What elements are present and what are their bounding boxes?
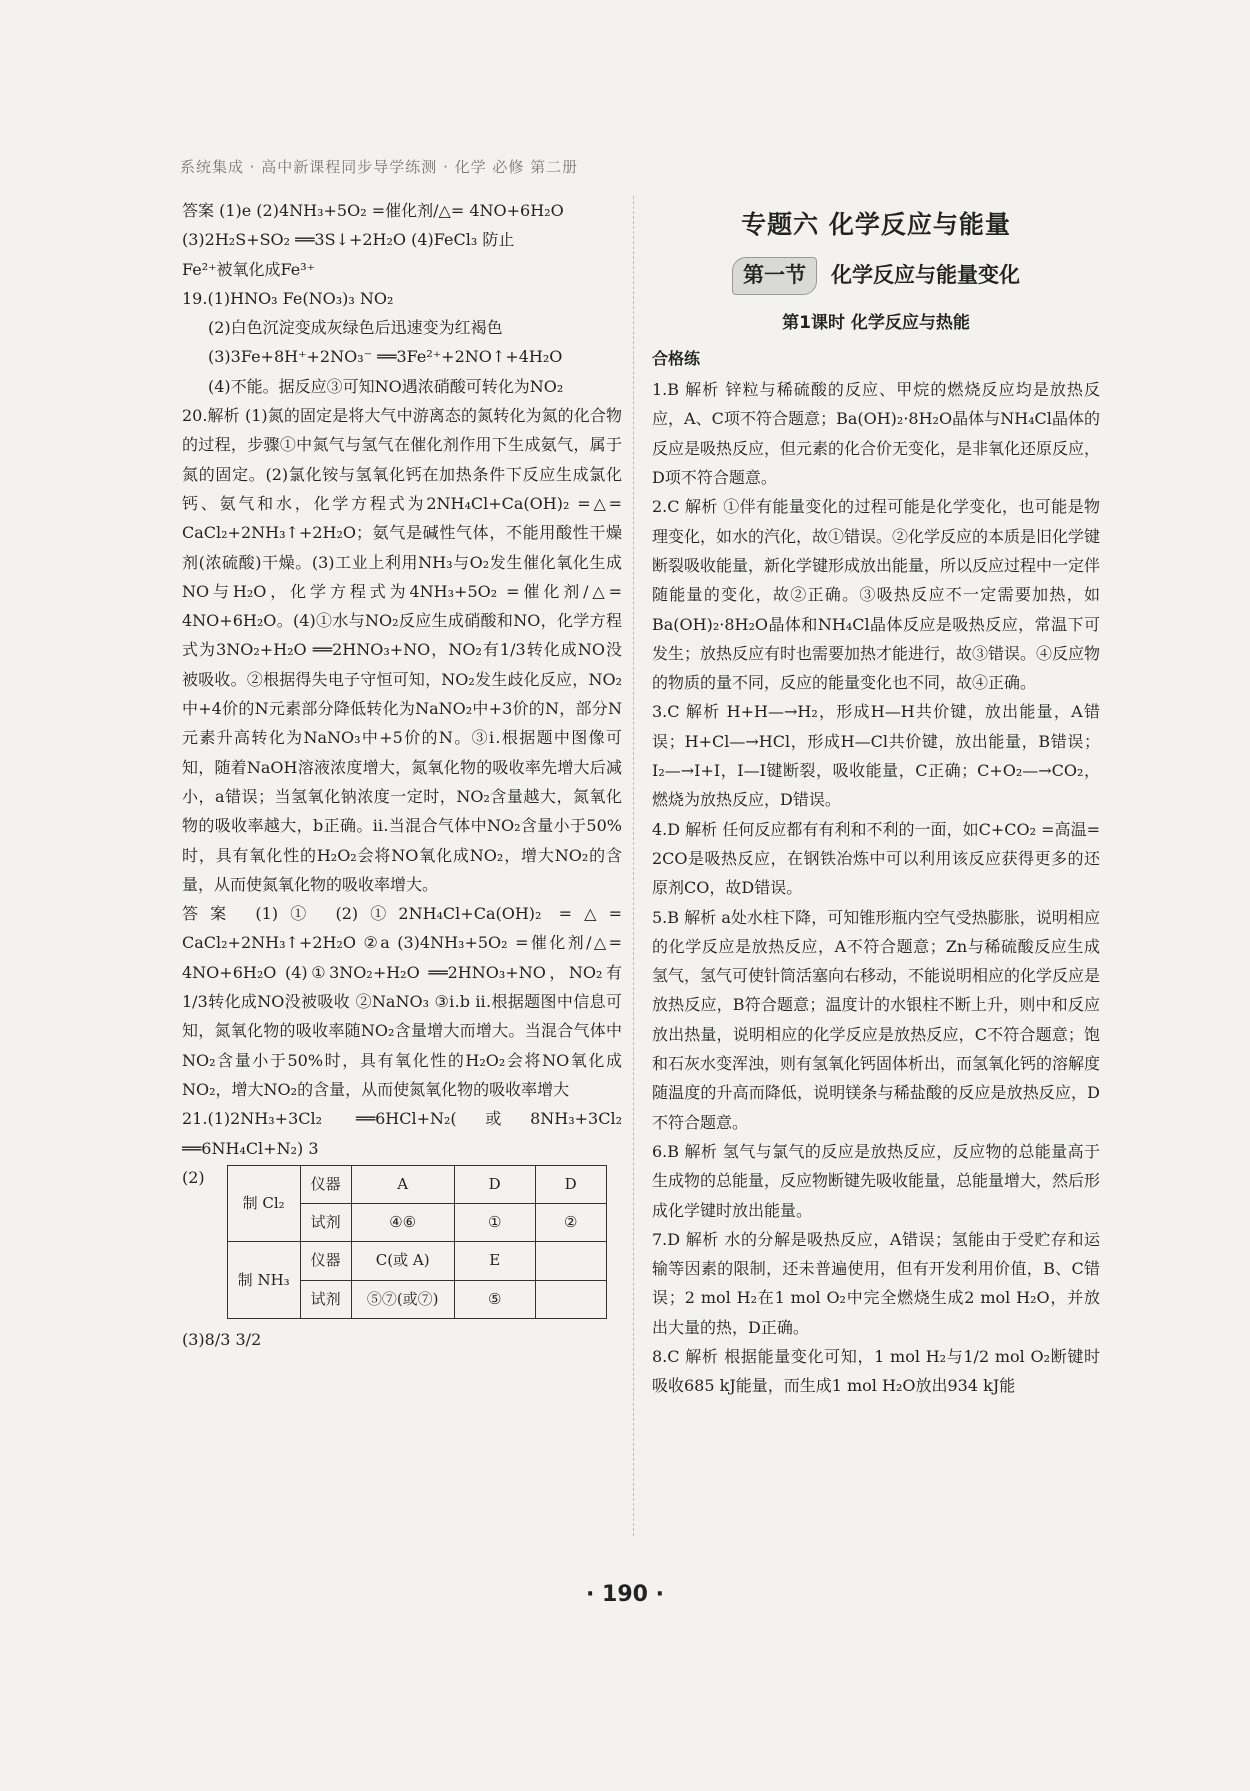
lesson-title: 第1课时 化学反应与热能: [782, 312, 970, 333]
question-20-analysis: 20.解析 (1)氮的固定是将大气中游离态的氮转化为氮的化合物的过程，步骤①中氮气与氢气在催化剂作用下生成氨气，属于氮的固定。(2)氯化铵与氢氧化钙在加热条件下反应生成氯化钙、氨气和水，化学方程式为2NH₄Cl+Ca(OH)₂ =△= CaCl₂+2NH₃↑+2H₂O；氨气是碱性气体，不能用酸性干燥剂(浓硫酸)干燥。(3)工业上利用NH₃与O₂发生催化氧化生成NO与H₂O，化学方程式为4NH₃+5O₂ =催化剂/△= 4NO+6H₂O。(4)①水与NO₂反应生成硝酸和NO，化学方程式为3NO₂+H₂O ══2HNO₃+NO，NO₂有1/3转化成NO没被吸收。②根据得失电子守恒可知，NO₂发生歧化反应，NO₂中+4价的N元素部分降低转化为NaNO₂中+3价的N，部分N元素升高转化为NaNO₃中+5价的N。③ⅰ.根据题中图像可知，随着NaOH溶液浓度增大，氮氧化物的吸收率先增大后减小，a错误；当氢氧化钠浓度一定时，NO₂含量越大，氮氧化物的吸收率越大，b正确。ⅱ.当混合气体中NO₂含量小于50%时，具有氧化性的H₂O₂会将NO氧化成NO₂，增大NO₂的含量，从而使氮氧化物的吸收率增大。: [182, 406, 622, 894]
column-divider: [633, 196, 635, 1536]
table-cell: E: [454, 1242, 535, 1280]
table-row: [227, 1242, 606, 1280]
right-column: [652, 210, 1100, 1401]
table-cell: [535, 1242, 606, 1280]
table-row: [227, 1165, 606, 1203]
table-cell: A: [351, 1165, 454, 1203]
question-19-part: (2)白色沉淀变成灰绿色后迅速变为红褐色: [208, 318, 503, 338]
question-21-part3: (3)8/3 3/2: [182, 1329, 262, 1349]
table-cell: 制 Cl₂: [227, 1165, 300, 1242]
solution-item: 5.B 解析 a处水柱下降，可知锥形瓶内空气受热膨胀，说明相应的化学反应是放热反应，A不符合题意；Zn与稀硫酸反应生成氢气，氢气可使针筒活塞向右移动，不能说明相应的化学反应是放热反应，B符合题意；温度计的水银柱不断上升，则中和反应放出热量，说明相应的化学反应是放热反应，C不符合题意；饱和石灰水变浑浊，则有氢氧化钙固体析出，而氢氧化钙的溶解度随温度的升高而降低，说明镁条与稀盐酸的反应是放热反应，D不符合题意。: [652, 907, 1101, 1132]
question-19: 19.(1)HNO₃ Fe(NO₃)₃ NO₂: [182, 288, 394, 308]
table-cell: ②: [535, 1204, 606, 1242]
practice-label: 合格练: [652, 348, 701, 368]
answer-line: (3)2H₂S+SO₂ ══3S↓+2H₂O (4)FeCl₃ 防止: [182, 230, 515, 250]
question-19-part: (4)不能。据反应③可知NO遇浓硝酸可转化为NO₂: [208, 376, 564, 396]
reagent-table-block: [182, 1163, 622, 1325]
table-cell: ①: [454, 1204, 535, 1242]
table-cell: D: [454, 1165, 535, 1203]
topic-title: 专题六 化学反应与能量: [741, 210, 1011, 239]
table-cell: 制 NH₃: [227, 1242, 300, 1319]
solution-item: 8.C 解析 根据能量变化可知，1 mol H₂与1/2 mol O₂断键时吸收685 kJ能量，而生成1 mol H₂O放出934 kJ能: [652, 1346, 1100, 1396]
question-21: 21.(1)2NH₃+3Cl₂ ══6HCl+N₂(或8NH₃+3Cl₂ ══6NH₄Cl+N₂) 3: [182, 1109, 622, 1158]
left-column: [182, 196, 622, 1354]
running-head: 系统集成 · 高中新课程同步导学练测 · 化学 必修 第二册: [180, 158, 579, 176]
solution-item: 4.D 解析 任何反应都有有利和不利的一面，如C+CO₂ =高温= 2CO是吸热反应，在钢铁冶炼中可以利用该反应获得更多的还原剂CO，故D错误。: [652, 819, 1100, 898]
table-cell: 试剂: [300, 1204, 351, 1242]
answer-line: Fe²⁺被氧化成Fe³⁺: [182, 259, 316, 279]
solution-item: 7.D 解析 水的分解是吸热反应，A错误；氢能由于受贮存和运输等因素的限制，还未普遍使用，但有开发利用价值，B、C错误；2 mol H₂在1 mol O₂中完全燃烧生成2 mol H₂O，并放出大量的热，D正确。: [652, 1229, 1100, 1337]
section-heading: [652, 257, 1100, 294]
table-cell: 仪器: [300, 1242, 351, 1280]
reagent-table: [227, 1165, 607, 1319]
section-badge: 第一节: [732, 257, 817, 294]
table-cell: ④⑥: [351, 1204, 454, 1242]
table-cell: C(或 A): [351, 1242, 454, 1280]
table-cell: 试剂: [300, 1280, 351, 1318]
answer-line: 答案 (1)e (2)4NH₃+5O₂ =催化剂/△= 4NO+6H₂O: [182, 201, 564, 220]
section-title: 化学反应与能量变化: [831, 263, 1020, 288]
solution-item: 3.C 解析 H+H—→H₂，形成H—H共价键，放出能量，A错误；H+Cl—→HCl，形成H—Cl共价键，放出能量，B错误；I₂—→I+I，I—I键断裂，吸收能量，C正确；C+O₂—→CO₂，燃烧为放热反应，D错误。: [652, 702, 1100, 810]
page-number: · 190 ·: [586, 1582, 664, 1607]
table-cell: ⑤⑦(或⑦): [351, 1280, 454, 1318]
table-cell: ⑤: [454, 1280, 535, 1318]
table-cell: [535, 1280, 606, 1318]
solution-item: 6.B 解析 氢气与氯气的反应是放热反应，反应物的总能量高于生成物的总能量，反应物断键先吸收能量，总能量增大，然后形成化学键时放出能量。: [652, 1141, 1101, 1220]
solution-item: 2.C 解析 ①伴有能量变化的过程可能是化学变化，也可能是物理变化，如水的汽化，故①错误。②化学反应的本质是旧化学键断裂吸收能量，新化学键形成放出能量，所以反应过程中一定伴随能量的变化，故②正确。③吸热反应不一定需要加热，如Ba(OH)₂·8H₂O晶体和NH₄Cl晶体反应是吸热反应，常温下可发生；放热反应有时也需要加热才能进行，故③错误。④反应物的物质的量不同，反应的能量变化也不同，故④正确。: [652, 497, 1101, 693]
question-19-part: (3)3Fe+8H⁺+2NO₃⁻ ══3Fe²⁺+2NO↑+4H₂O: [208, 347, 563, 367]
table-cell: 仪器: [300, 1165, 351, 1203]
solution-item: 1.B 解析 锌粒与稀硫酸的反应、甲烷的燃烧反应均是放热反应，A、C项不符合题意；Ba(OH)₂·8H₂O晶体与NH₄Cl晶体的反应是吸热反应，但元素的化合价无变化，是非氧化还原反应，D项不符合题意。: [652, 380, 1101, 488]
table-label: (2): [182, 1167, 205, 1187]
table-cell: D: [535, 1165, 606, 1203]
question-20-answer: 答案 (1)① (2)①2NH₄Cl+Ca(OH)₂ =△= CaCl₂+2NH₃↑+2H₂O ②a (3)4NH₃+5O₂ =催化剂/△= 4NO+6H₂O (4)①3NO₂+H₂O ══2HNO₃+NO，NO₂有1/3转化成NO没被吸收 ②NaNO₃ ③ⅰ.b ⅱ.根据题图中信息可知，氮氧化物的吸收率随NO₂含量增大而增大。当混合气体中NO₂含量小于50%时，具有氧化性的H₂O₂会将NO氧化成NO₂，增大NO₂的含量，从而使氮氧化物的吸收率增大: [182, 904, 622, 1099]
